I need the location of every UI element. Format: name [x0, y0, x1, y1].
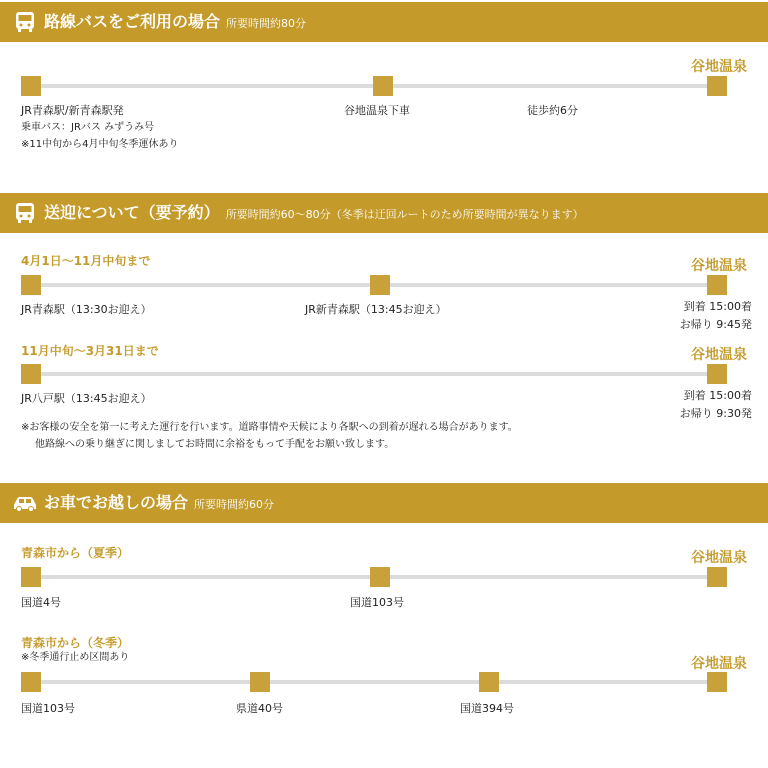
shuttle-pickup-aomori: JR青森駅（13:30お迎え） [21, 303, 152, 316]
shuttle-pickup-hachinohe: JR八戸駅（13:45お迎え） [21, 392, 152, 405]
car-destination-winter: 谷地温泉 [691, 656, 747, 672]
bus-section-header [0, 2, 768, 42]
bus-destination: 谷地温泉 [691, 59, 747, 75]
shuttle-section-header [0, 193, 768, 233]
shuttle-destination-winter: 谷地温泉 [691, 347, 747, 363]
bus-node-destination [707, 76, 727, 96]
car-node-route4 [21, 567, 41, 587]
shuttle-return-summer: お帰り 9:45発 [679, 318, 752, 331]
shuttle-node-destination-summer [707, 275, 727, 295]
bus-node-stop [373, 76, 393, 96]
car-season-winter: 青森市から（冬季） [21, 636, 130, 650]
bus-node-start [21, 76, 41, 96]
shuttle-arrival-winter: 到着 15:00着 [683, 389, 752, 402]
shuttle-node-shin-aomori [370, 275, 390, 295]
bus-stop-label: 谷地温泉下車 [344, 104, 410, 117]
bus-start-label: JR青森駅/新青森駅発 [21, 104, 124, 117]
shuttle-destination-summer: 谷地温泉 [691, 258, 747, 274]
car-section-header [0, 483, 768, 523]
bus-start-note: ※11中旬から4月中旬冬季運休あり [21, 139, 179, 150]
shuttle-node-aomori [21, 275, 41, 295]
car-road-route4: 国道4号 [21, 596, 61, 609]
shuttle-pickup-shin-aomori: JR新青森駅（13:45お迎え） [305, 303, 447, 316]
car-road-route103: 国道103号 [350, 596, 404, 609]
shuttle-return-winter: お帰り 9:30発 [679, 407, 752, 420]
car-node-destination-winter [707, 672, 727, 692]
shuttle-season-summer: 4月1日～11月中旬まで [21, 254, 151, 268]
car-route-line-winter [30, 680, 720, 684]
shuttle-node-destination-winter [707, 364, 727, 384]
bus-walk-label: 徒歩約6分 [527, 104, 578, 117]
car-node-route103 [370, 567, 390, 587]
car-road-route394: 国道394号 [460, 702, 514, 715]
shuttle-note: ※お客様の安全を第一に考えた運行を行います。道路事情や天候により各駅への到着が遅れる場合があります。 [21, 422, 518, 433]
shuttle-route-line-winter [30, 372, 720, 376]
car-node-prefectural40 [250, 672, 270, 692]
shuttle-note-continued: 他路線への乗り継ぎに関しましてお時間に余裕をもって手配をお願い致します。 [35, 439, 395, 450]
car-destination-summer: 谷地温泉 [691, 550, 747, 566]
car-section-title: お車でお越しの場合 所要時間約60分 [44, 493, 275, 512]
shuttle-node-hachinohe [21, 364, 41, 384]
car-season-summer: 青森市から（夏季） [21, 546, 130, 560]
shuttle-arrival-summer: 到着 15:00着 [683, 300, 752, 313]
shuttle-season-winter: 11月中旬～3月31日まで [21, 344, 159, 358]
car-winter-note: ※冬季通行止め区間あり [21, 652, 130, 663]
bus-icon [12, 11, 38, 33]
bus-icon [12, 202, 38, 224]
bus-section-title: 路線バスをご利用の場合 所要時間約80分 [44, 12, 307, 31]
car-road-route103-winter: 国道103号 [21, 702, 75, 715]
car-node-route394 [479, 672, 499, 692]
shuttle-section-title: 送迎について（要予約） 所要時間約60～80分（冬季は迂回ルートのため所要時間が異なります） [44, 203, 584, 222]
bus-start-detail: 乗車バス：JRバス みずうみ号 [21, 122, 155, 133]
car-node-destination-summer [707, 567, 727, 587]
car-road-prefectural40: 県道40号 [236, 702, 283, 715]
car-icon [12, 492, 38, 514]
car-node-route103-winter [21, 672, 41, 692]
